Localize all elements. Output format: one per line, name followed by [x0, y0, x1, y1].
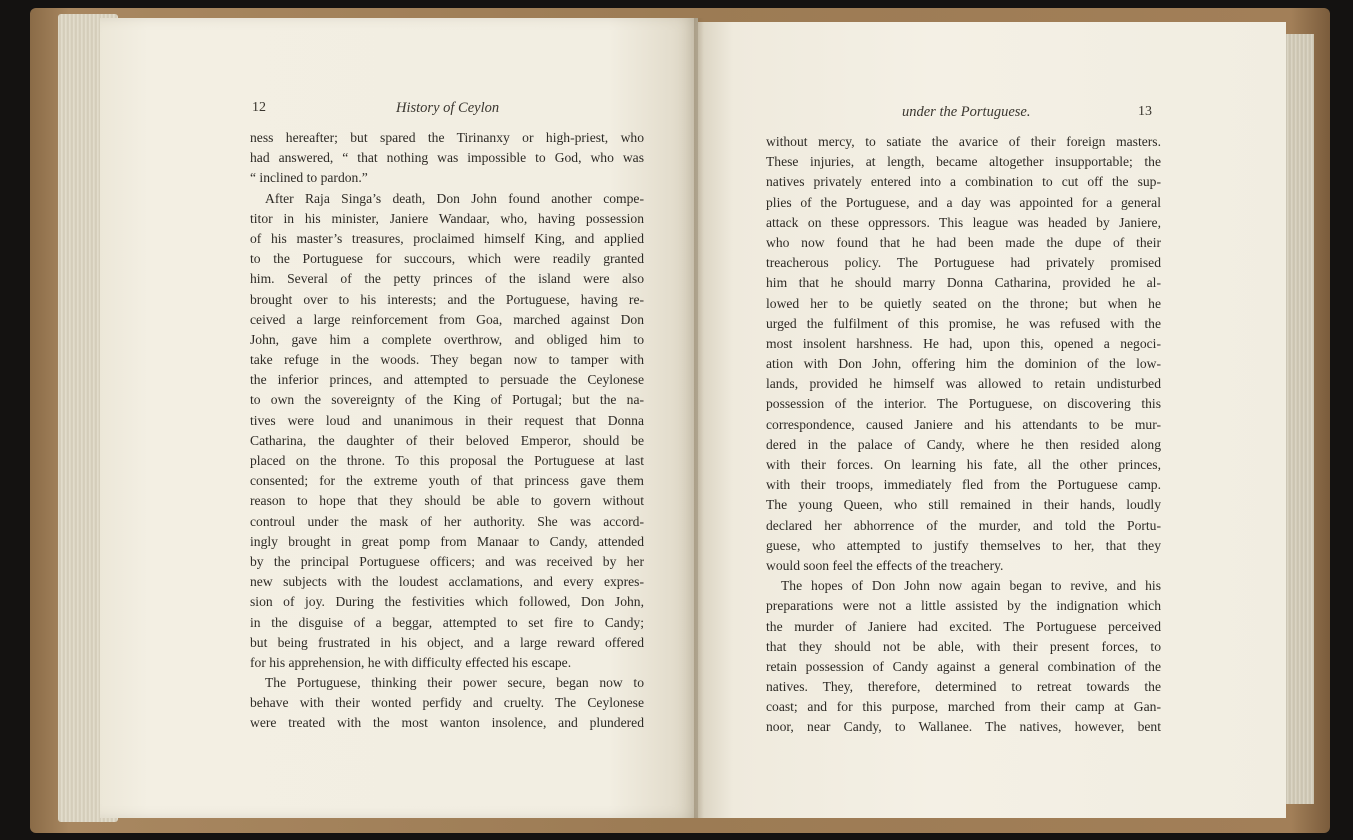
text-line: the inferior princes, and attempted to persuade the Ceylonese: [250, 372, 644, 388]
text-line: of his master’s treasures, proclaimed himself King, and applied: [250, 230, 644, 246]
text-line: lands, provided he himself was allowed to retain undisturbed: [766, 376, 1161, 392]
text-line: attack on these oppressors. This league was headed by Janiere,: [766, 214, 1161, 230]
text-line: without mercy, to satiate the avarice of their foreign masters.: [766, 134, 1161, 149]
text-line: treacherous policy. The Portuguese had privately promised: [766, 255, 1161, 271]
text-line: The Portuguese, thinking their power secure, began now to: [265, 675, 644, 691]
text-line: These injuries, at length, became altogether insupportable; the: [766, 154, 1161, 170]
text-line: who now found that he had been made the dupe of their: [766, 234, 1161, 250]
text-line: retain possession of Candy against a general combination of the: [766, 658, 1161, 674]
text-line: would soon feel the effects of the treachery.: [766, 557, 1004, 573]
text-line: “ inclined to pardon.”: [250, 170, 368, 186]
text-line: preparations were not a little assisted by the indignation which: [766, 598, 1161, 614]
text-line: correspondence, caused Janiere and his attendants to be mur-: [766, 416, 1161, 432]
text-line: placed on the throne. To this proposal the Portuguese at last: [250, 453, 644, 468]
left-running-title: History of Ceylon: [396, 100, 500, 116]
text-line: natives. They, therefore, determined to retreat towards the: [766, 679, 1161, 695]
text-line: controul under the mask of her authority. She was accord-: [250, 513, 644, 529]
text-line: had answered, “ that nothing was impossible to God, who was: [250, 150, 644, 166]
text-line: Catharina, the daughter of their beloved Emperor, should be: [250, 432, 644, 448]
text-line: lowed her to be quietly seated on the throne; but when he: [766, 295, 1161, 311]
text-line: ingly brought in great pomp from Manaar to Candy, attended: [250, 533, 644, 549]
text-line: declared her abhorrence of the murder, and told the Portu-: [766, 517, 1161, 533]
text-line: that they should not be able, with their present forces, to: [766, 638, 1161, 654]
text-line: him that he should marry Donna Catharina, provided he al-: [766, 275, 1161, 291]
text-line: titor in his minister, Janiere Wandaar, who, having possession: [250, 210, 644, 226]
text-line: with their forces. On learning his fate, all the other princes,: [766, 457, 1161, 472]
text-line: by the principal Portuguese officers; and was received by her: [250, 553, 644, 569]
text-line: urged the fulfilment of this promise, he was refused with the: [766, 315, 1161, 331]
text-line: take refuge in the woods. They began now to tamper with: [250, 352, 644, 368]
text-line: to own the sovereignty of the King of Portugal; but the na-: [250, 392, 644, 408]
text-line: with their troops, immediately fled from the Portuguese camp.: [766, 477, 1161, 493]
left-page: [100, 18, 698, 818]
text-line: sion of joy. During the festivities which followed, Don John,: [250, 594, 644, 610]
text-line: ceived a large reinforcement from Goa, marched against Don: [250, 311, 644, 327]
left-page-number: 12: [252, 100, 266, 115]
right-running-title: under the Portuguese.: [902, 104, 1031, 120]
text-line: noor, near Candy, to Wallanee. The natives, however, bent: [766, 719, 1161, 735]
text-line: to the Portuguese for succours, which were readily granted: [250, 251, 644, 267]
text-line: ness hereafter; but spared the Tirinanxy or high-priest, who: [250, 130, 644, 145]
text-line: in the disguise of a beggar, attempted to set fire to Candy;: [250, 614, 644, 630]
text-line: consented; for the extreme youth of that princess gave them: [250, 473, 644, 489]
text-line: new subjects with the loudest acclamations, and every expres-: [250, 574, 644, 590]
text-line: ation with Don John, offering him the dominion of the low-: [766, 356, 1161, 372]
text-line: The hopes of Don John now again began to revive, and his: [781, 578, 1161, 594]
text-line: coast; and for this purpose, marched from their camp at Gan-: [766, 699, 1161, 715]
book-gutter: [694, 18, 704, 818]
text-line: him. Several of the petty princes of the island were also: [250, 271, 644, 287]
text-line: reason to hope that they should be able to govern without: [250, 493, 644, 509]
text-line: After Raja Singa’s death, Don John found another compe-: [265, 190, 644, 206]
right-page-number: 13: [1138, 104, 1152, 119]
left-body-text: [250, 128, 644, 734]
right-page: [698, 22, 1286, 818]
text-line: guese, who attempted to justify themselves to her, that they: [766, 537, 1161, 553]
text-line: brought over to his interests; and the Portuguese, having re-: [250, 291, 644, 307]
text-line: but being frustrated in his object, and a large reward offered: [250, 634, 644, 650]
text-line: for his apprehension, he with difficulty effected his escape.: [250, 654, 572, 670]
text-line: possession of the interior. The Portuguese, on discovering this: [766, 396, 1161, 412]
text-line: dered in the palace of Candy, where he then resided along: [766, 436, 1161, 452]
right-body-text: [766, 132, 1161, 738]
text-line: The young Queen, who still remained in their hands, loudly: [766, 497, 1161, 513]
text-line: behave with their wonted perfidy and cruelty. The Ceylonese: [250, 695, 644, 711]
text-line: John, gave him a complete overthrow, and obliged him to: [250, 331, 644, 347]
text-line: the murder of Janiere had excited. The Portuguese perceived: [766, 618, 1161, 634]
text-line: most insolent harshness. He had, upon this, opened a negoci-: [766, 335, 1161, 351]
text-line: were treated with the most wanton insolence, and plundered: [250, 715, 644, 731]
text-line: tives were loud and unanimous in their request that Donna: [250, 412, 644, 428]
text-line: plies of the Portuguese, and a day was appointed for a general: [766, 194, 1161, 210]
text-line: natives privately entered into a combination to cut off the sup-: [766, 174, 1161, 190]
